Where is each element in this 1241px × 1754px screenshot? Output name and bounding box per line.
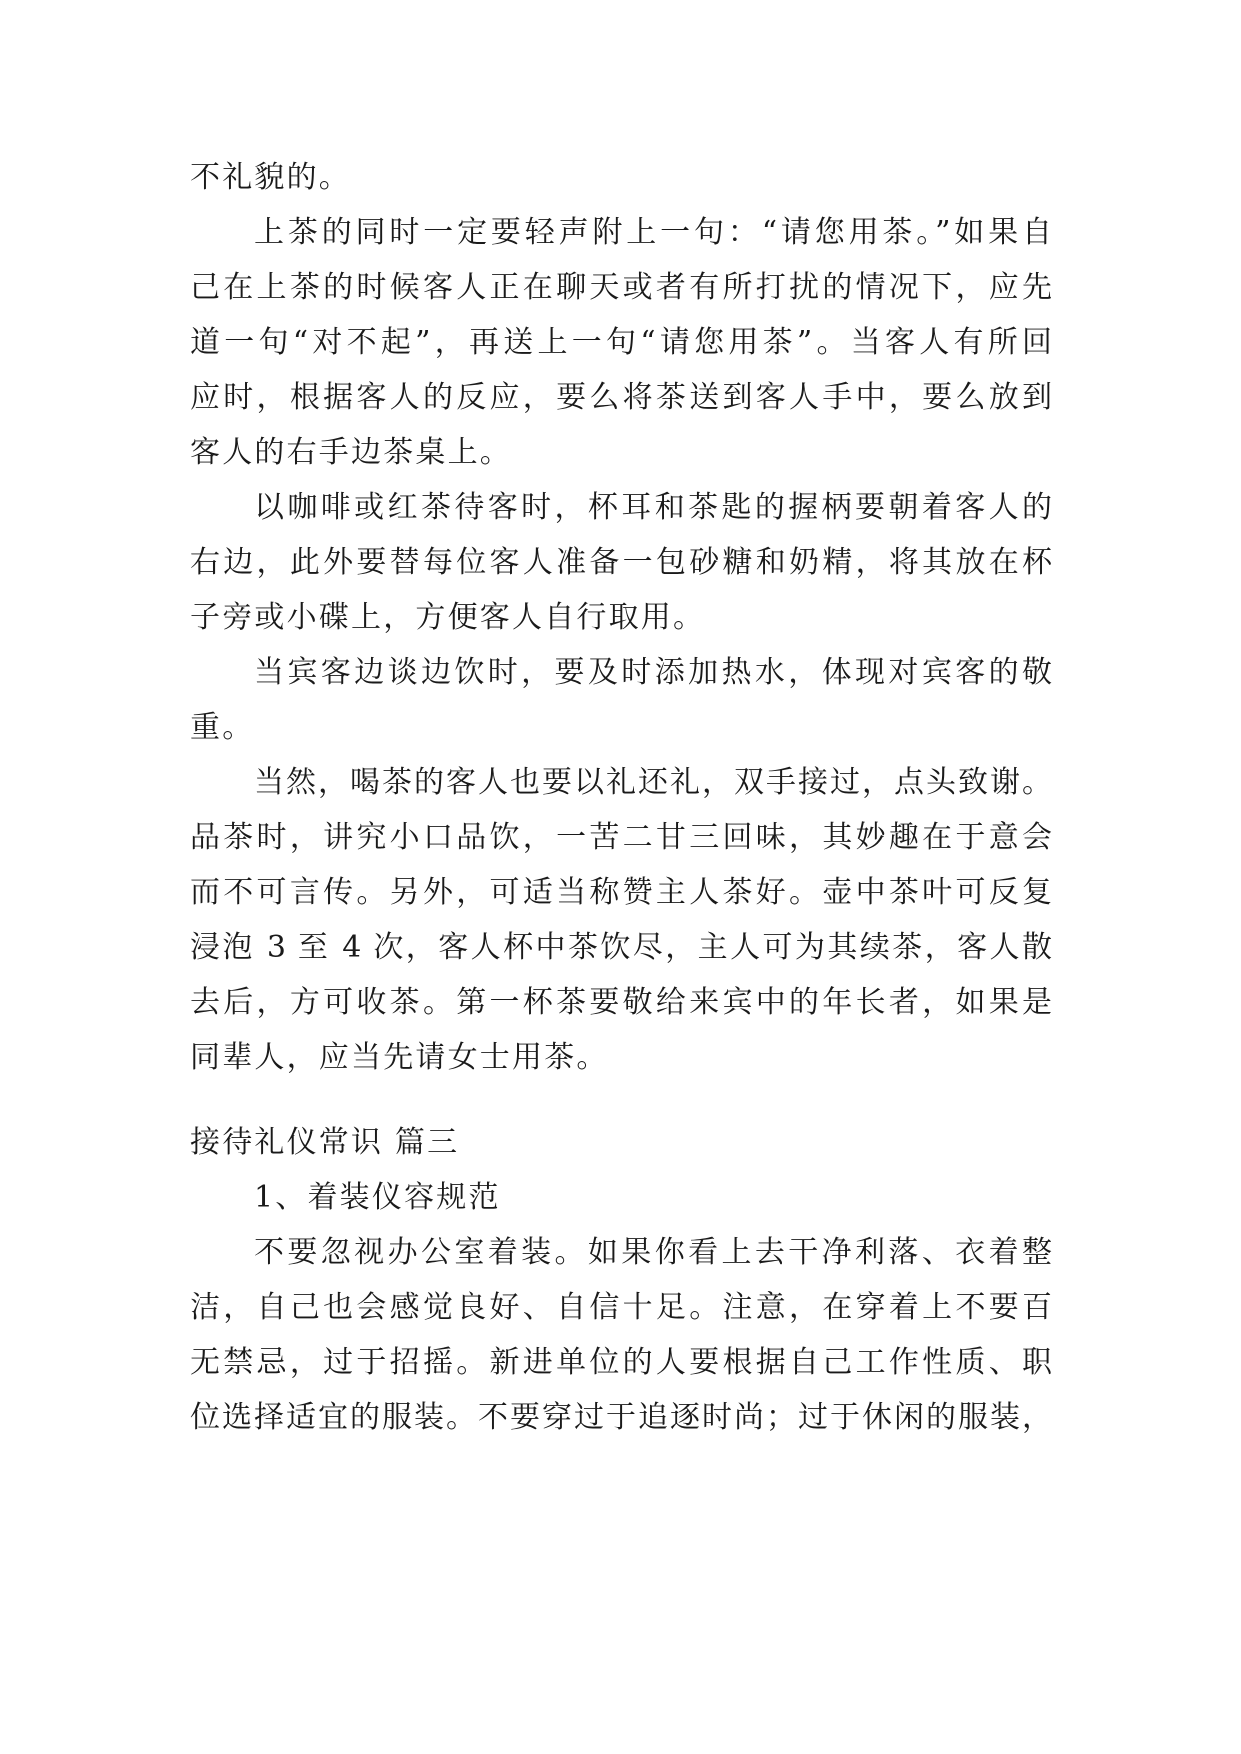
paragraph-first-line: 以咖啡或红茶待客时，杯耳和茶匙的握柄要朝着客人的 <box>254 490 1052 525</box>
text-line: 己在上茶的时候客人正在聊天或者有所打扰的情况下，应先 <box>190 270 1052 305</box>
text-line: 应时，根据客人的反应，要么将茶送到客人手中，要么放到 <box>190 380 1052 415</box>
section-heading: 接待礼仪常识 篇三 <box>190 1125 460 1160</box>
text-line: 同辈人，应当先请女士用茶。 <box>190 1040 609 1075</box>
text-line: 浸泡 3 至 4 次，客人杯中茶饮尽，主人可为其续茶，客人散 <box>190 930 1052 965</box>
text-line: 客人的右手边茶桌上。 <box>190 435 512 470</box>
text-line: 而不可言传。另外，可适当称赞主人茶好。壶中茶叶可反复 <box>190 875 1052 910</box>
paragraph-first-line: 不要忽视办公室着装。如果你看上去干净利落、衣着整 <box>254 1235 1052 1270</box>
text-line: 重。 <box>190 710 255 745</box>
text-line: 品茶时，讲究小口品饮，一苦二甘三回味，其妙趣在于意会 <box>190 820 1052 855</box>
paragraph-first-line: 上茶的同时一定要轻声附上一句：“请您用茶。”如果自 <box>254 215 1052 250</box>
text-line: 洁，自己也会感觉良好、自信十足。注意，在穿着上不要百 <box>190 1290 1052 1325</box>
text-line: 不礼貌的。 <box>190 160 351 195</box>
text-line: 右边，此外要替每位客人准备一包砂糖和奶精，将其放在杯 <box>190 545 1052 580</box>
paragraph-first-line: 当宾客边谈边饮时，要及时添加热水，体现对宾客的敬 <box>254 655 1052 690</box>
text-line: 道一句“对不起”，再送上一句“请您用茶”。当客人有所回 <box>190 325 1052 360</box>
text-line: 位选择适宜的服装。不要穿过于追逐时尚；过于休闲的服装， <box>190 1400 1052 1435</box>
text-line: 无禁忌，过于招摇。新进单位的人要根据自己工作性质、职 <box>190 1345 1052 1380</box>
text-line: 子旁或小碟上，方便客人自行取用。 <box>190 600 706 635</box>
text-line: 去后，方可收茶。第一杯茶要敬给来宾中的年长者，如果是 <box>190 985 1052 1020</box>
paragraph-first-line: 当然，喝茶的客人也要以礼还礼，双手接过，点头致谢。 <box>254 765 1052 800</box>
subsection-heading: 1、着装仪容规范 <box>254 1180 501 1215</box>
